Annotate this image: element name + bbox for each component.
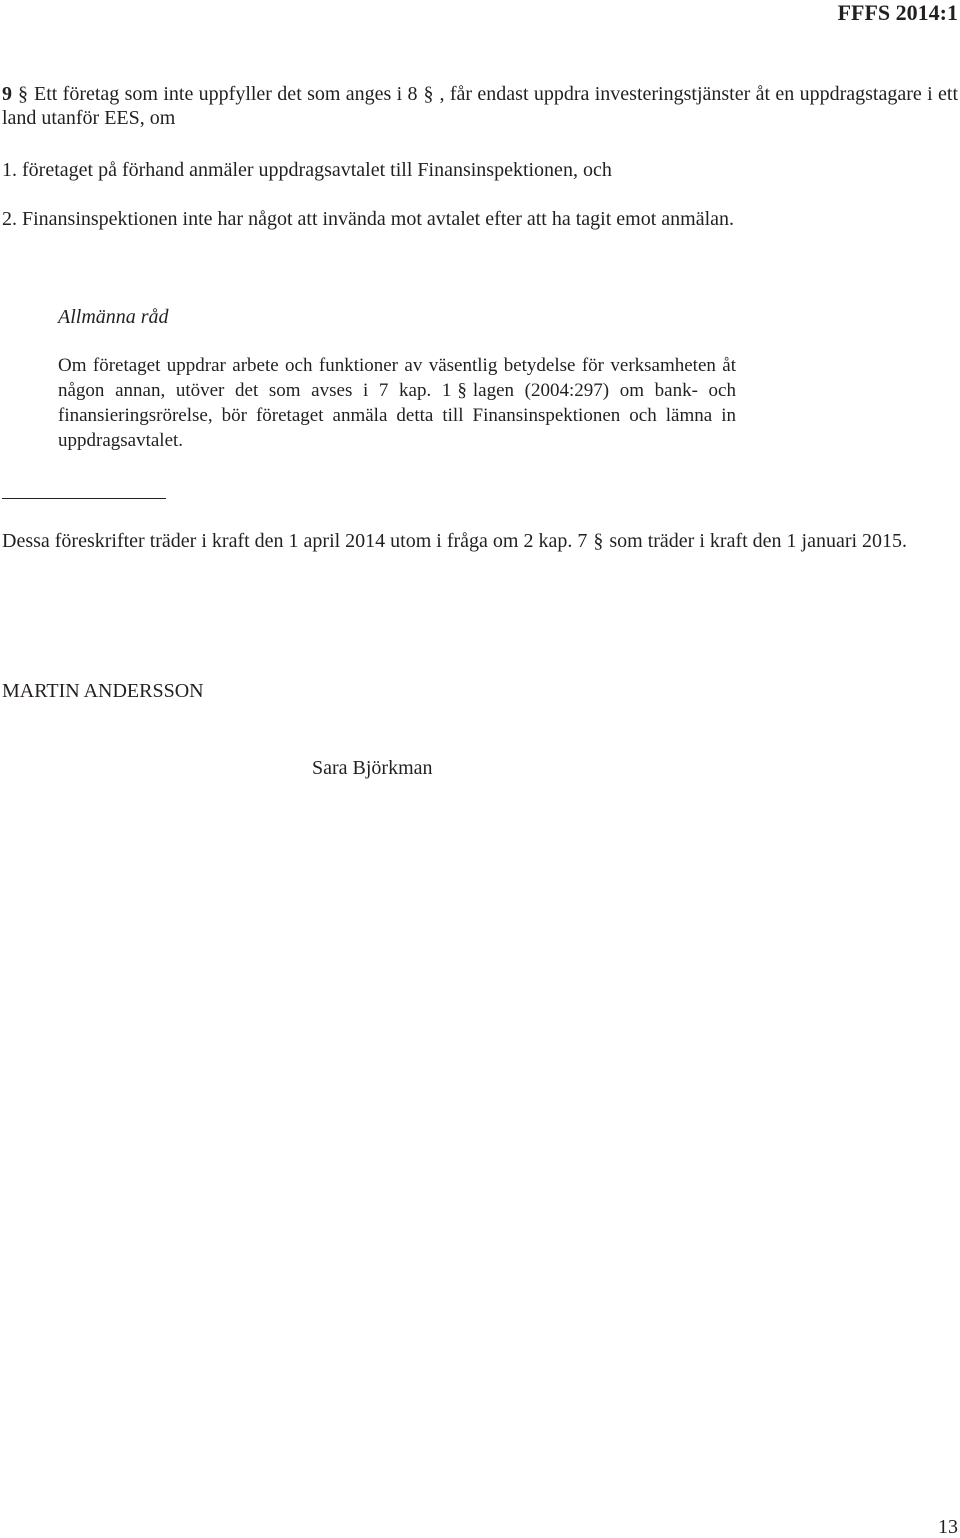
list-item: 1. företaget på förhand anmäler uppdragsavtalet till Finansinspektionen, och xyxy=(2,159,612,181)
signatory-secondary: Sara Björkman xyxy=(312,757,433,779)
section-9-paragraph xyxy=(2,82,958,130)
general-advice-symbol: § xyxy=(457,380,467,401)
list-item: 2. Finansinspektionen inte har något att invända mot avtalet efter att ha tagit emot anmälan. xyxy=(2,208,735,230)
section-reference-symbol: § xyxy=(423,83,434,105)
general-advice-text-end: lagen (2004:297) om bank- och finansieringsrörelse, bör företaget anmäla detta till Finansinspektionen och lämna in uppdragsavtalet. xyxy=(58,380,736,451)
entry-into-force-text-end: som träder i kraft den 1 januari 2015. xyxy=(609,530,908,552)
general-advice-heading: Allmänna råd xyxy=(58,306,169,328)
general-advice-text-start: Om företaget uppdrar arbete och funktioner av väsentlig betydelse för verksamheten åt någon annan, utöver det som avses i 7 kap. 1 xyxy=(58,355,736,401)
entry-into-force-paragraph xyxy=(2,529,958,553)
entry-into-force-symbol: § xyxy=(593,530,604,552)
footnote-divider xyxy=(2,498,166,499)
signatory-primary: MARTIN ANDERSSON xyxy=(2,680,204,702)
document-code: FFFS 2014:1 xyxy=(837,0,958,25)
section-text-start: Ett företag som inte uppfyller det som anges i 8 xyxy=(34,83,418,105)
general-advice-body xyxy=(58,353,736,453)
section-text-end: , får endast uppdra investeringstjänster åt en uppdragstagare i ett land utanför EES, om xyxy=(2,83,958,129)
page-number: 13 xyxy=(938,1516,958,1538)
section-symbol: § xyxy=(18,83,28,105)
section-number: 9 xyxy=(2,83,12,105)
entry-into-force-text-start: Dessa föreskrifter träder i kraft den 1 april 2014 utom i fråga om 2 kap. 7 xyxy=(2,530,588,552)
